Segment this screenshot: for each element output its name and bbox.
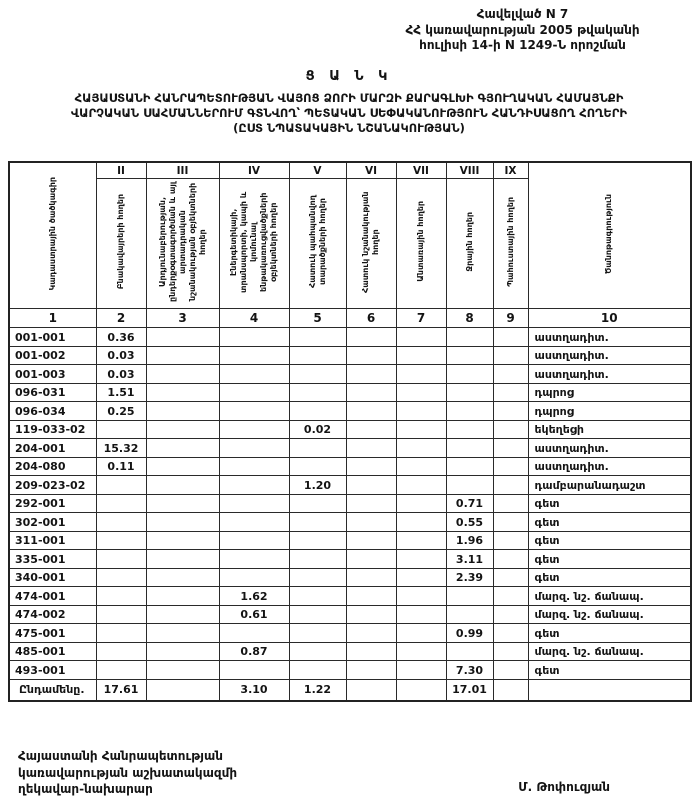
value-cell-col7 [396, 661, 446, 680]
footer [8, 748, 690, 798]
remark-cell: աստղադիտ. [528, 457, 691, 476]
remark-cell: աստղադիտ. [528, 328, 691, 347]
annex-line-2: ՀՀ կառավարության 2005 թվականի [405, 22, 640, 37]
table-row [9, 513, 691, 532]
value-cell-col8: 2.39 [446, 568, 493, 587]
value-cell-col9 [493, 550, 528, 569]
value-cell-col3 [146, 328, 219, 347]
value-cell-col8: 17.01 [446, 679, 493, 701]
value-cell-col4 [219, 550, 289, 569]
cadastral-code-cell: 204-080 [9, 457, 96, 476]
column-header-cadastral-code-label: Կադաստրային ծածկագիր [47, 177, 57, 291]
column-number-7: 7 [396, 309, 446, 328]
column-header-infrastructure-lands [219, 179, 289, 309]
value-cell-col8 [446, 383, 493, 402]
cadastral-code-cell: 335-001 [9, 550, 96, 569]
cadastral-code-cell: 209-023-02 [9, 476, 96, 495]
value-cell-col9 [493, 513, 528, 532]
remark-cell: մարզ. նշ. ճանապ. [528, 587, 691, 606]
value-cell-col9 [493, 661, 528, 680]
table-row [9, 494, 691, 513]
column-header-remarks [528, 162, 691, 309]
value-cell-col8: 3.11 [446, 550, 493, 569]
column-number-3: 3 [146, 309, 219, 328]
value-cell-col2 [96, 531, 146, 550]
value-cell-col3 [146, 531, 219, 550]
column-header-reserve-lands [493, 179, 528, 309]
remark-cell: գետ [528, 550, 691, 569]
value-cell-col5: 1.22 [289, 679, 346, 701]
cadastral-code-cell: 475-001 [9, 624, 96, 643]
value-cell-col4 [219, 346, 289, 365]
value-cell-col2: 17.61 [96, 679, 146, 701]
value-cell-col7 [396, 476, 446, 495]
value-cell-col6 [346, 402, 396, 421]
table-row [9, 624, 691, 643]
value-cell-col9 [493, 624, 528, 643]
signature-name: Մ. Թոփուզյան [518, 780, 610, 795]
value-cell-col7 [396, 328, 446, 347]
cadastral-code-cell: 493-001 [9, 661, 96, 680]
value-cell-col3 [146, 402, 219, 421]
column-numeral-3: III [146, 162, 219, 179]
value-cell-col3 [146, 365, 219, 384]
value-cell-col2 [96, 550, 146, 569]
value-cell-col4 [219, 365, 289, 384]
value-cell-col9 [493, 328, 528, 347]
value-cell-col7 [396, 402, 446, 421]
column-number-1: 1 [9, 309, 96, 328]
annex-block [355, 7, 690, 54]
value-cell-col3 [146, 605, 219, 624]
value-cell-col4: 0.61 [219, 605, 289, 624]
value-cell-col6 [346, 642, 396, 661]
remark-cell [528, 679, 691, 701]
value-cell-col9 [493, 587, 528, 606]
value-cell-col9 [493, 457, 528, 476]
value-cell-col3 [146, 642, 219, 661]
value-cell-col9 [493, 605, 528, 624]
column-header-forest-lands [396, 179, 446, 309]
value-cell-col8 [446, 587, 493, 606]
cadastral-code-cell: 096-031 [9, 383, 96, 402]
table-row [9, 402, 691, 421]
document-title [8, 91, 690, 137]
value-cell-col6 [346, 624, 396, 643]
value-cell-col7 [396, 679, 446, 701]
cadastral-code-cell: 119-033-02 [9, 420, 96, 439]
value-cell-col4 [219, 420, 289, 439]
value-cell-col8 [446, 605, 493, 624]
value-cell-col5 [289, 494, 346, 513]
value-cell-col7 [396, 494, 446, 513]
value-cell-col8: 0.71 [446, 494, 493, 513]
column-number-5: 5 [289, 309, 346, 328]
table-row [9, 365, 691, 384]
value-cell-col5 [289, 439, 346, 458]
value-cell-col4: 0.87 [219, 642, 289, 661]
annex-line-3: հուլիսի 14-ի N 1249-Ն որոշման [419, 38, 626, 53]
remark-cell: մարզ. նշ. ճանապ. [528, 642, 691, 661]
value-cell-col8 [446, 328, 493, 347]
value-cell-col3 [146, 624, 219, 643]
value-cell-col2: 0.36 [96, 328, 146, 347]
remark-cell: աստղադիտ. [528, 365, 691, 384]
value-cell-col6 [346, 679, 396, 701]
column-header-settlement-lands-label: Բնակավայրերի հողեր [116, 194, 125, 290]
value-cell-col9 [493, 679, 528, 701]
value-cell-col2 [96, 642, 146, 661]
remark-cell: գետ [528, 624, 691, 643]
value-cell-col9 [493, 365, 528, 384]
total-row [9, 679, 691, 701]
value-cell-col6 [346, 661, 396, 680]
value-cell-col4 [219, 402, 289, 421]
footer-line-2: կառավարության աշխատակազմի [18, 765, 238, 780]
value-cell-col2 [96, 624, 146, 643]
value-cell-col3 [146, 679, 219, 701]
cadastral-code-cell: 474-001 [9, 587, 96, 606]
header-number-row [9, 309, 691, 328]
value-cell-col6 [346, 531, 396, 550]
value-cell-col3 [146, 568, 219, 587]
value-cell-col4 [219, 531, 289, 550]
value-cell-col9 [493, 568, 528, 587]
value-cell-col4 [219, 476, 289, 495]
cadastral-code-cell: 340-001 [9, 568, 96, 587]
remark-cell: գետ [528, 494, 691, 513]
footer-line-3: ղեկավար-նախարար [18, 782, 153, 797]
footer-line-1: Հայաստանի Հանրապետության [18, 748, 223, 763]
table-row [9, 439, 691, 458]
column-number-4: 4 [219, 309, 289, 328]
value-cell-col6 [346, 476, 396, 495]
value-cell-col6 [346, 457, 396, 476]
column-header-water-lands [446, 179, 493, 309]
value-cell-col4: 1.62 [219, 587, 289, 606]
value-cell-col6 [346, 494, 396, 513]
value-cell-col4 [219, 383, 289, 402]
value-cell-col5 [289, 661, 346, 680]
value-cell-col7 [396, 420, 446, 439]
value-cell-col3 [146, 494, 219, 513]
column-number-10: 10 [528, 309, 691, 328]
value-cell-col8 [446, 365, 493, 384]
value-cell-col4 [219, 568, 289, 587]
column-header-water-lands-label: Ջրային հողեր [464, 212, 474, 272]
value-cell-col3 [146, 476, 219, 495]
value-cell-col2: 0.25 [96, 402, 146, 421]
value-cell-col7 [396, 605, 446, 624]
value-cell-col2 [96, 661, 146, 680]
title-line-1: ՀԱՅԱՍՏԱՆԻ ՀԱՆՐԱՊԵՏՈՒԹՅԱՆ ՎԱՅՈՑ ՁՈՐԻ ՄԱՐԶԻ ՔԱՐԱԳԼԽԻ ԳՅՈՒՂԱԿԱՆ ՀԱՄԱՅՆՔԻ [74, 90, 624, 105]
value-cell-col5: 0.02 [289, 420, 346, 439]
value-cell-col9 [493, 476, 528, 495]
remark-cell: եկեղեցի [528, 420, 691, 439]
remark-cell: աստղադիտ. [528, 439, 691, 458]
value-cell-col3 [146, 439, 219, 458]
value-cell-col5 [289, 328, 346, 347]
table-row [9, 383, 691, 402]
title-line-3: (ԸՍՏ ՆՊԱՏԱԿԱՅԻՆ ՆՇԱՆԱԿՈՒԹՅԱՆ) [233, 121, 465, 136]
column-header-special-purpose-lands [346, 179, 396, 309]
table-body [9, 328, 691, 701]
title-line-2: ՎԱՐՉԱԿԱՆ ՍԱՀՄԱՆՆԵՐՈՒՄ ԳՏՆՎՈՂ՝ ՊԵՏԱԿԱՆ ՍԵՓԱԿԱՆՈՒԹՅՈՒՆ ՀԱՆԴԻՍԱՑՈՂ ՀՈՂԵՐԻ [70, 105, 628, 120]
value-cell-col7 [396, 513, 446, 532]
value-cell-col3 [146, 383, 219, 402]
value-cell-col4 [219, 661, 289, 680]
value-cell-col6 [346, 605, 396, 624]
value-cell-col3 [146, 587, 219, 606]
document-caption: Ց Ա Ն Կ [305, 68, 393, 84]
column-numeral-8: VIII [446, 162, 493, 179]
value-cell-col5 [289, 513, 346, 532]
value-cell-col5 [289, 568, 346, 587]
cadastral-code-cell: 001-002 [9, 346, 96, 365]
value-cell-col6 [346, 550, 396, 569]
table-row [9, 420, 691, 439]
value-cell-col5 [289, 624, 346, 643]
value-cell-col7 [396, 624, 446, 643]
value-cell-col2 [96, 494, 146, 513]
value-cell-col7 [396, 346, 446, 365]
column-number-2: 2 [96, 309, 146, 328]
value-cell-col2 [96, 587, 146, 606]
value-cell-col4 [219, 494, 289, 513]
remark-cell: դպրոց [528, 402, 691, 421]
value-cell-col7 [396, 531, 446, 550]
value-cell-col8 [446, 439, 493, 458]
column-header-infrastructure-lands-label: Էներգետիկայի, տրանսպորտի, կապի և կոմունալ ենթակառուցվածքների օբյեկտների հողեր [229, 191, 278, 293]
cadastral-code-cell: 302-001 [9, 513, 96, 532]
value-cell-col6 [346, 513, 396, 532]
value-cell-col7 [396, 642, 446, 661]
value-cell-col8: 7.30 [446, 661, 493, 680]
remark-cell: գետ [528, 531, 691, 550]
cadastral-code-cell: 001-003 [9, 365, 96, 384]
table-row [9, 661, 691, 680]
value-cell-col5 [289, 605, 346, 624]
value-cell-col6 [346, 439, 396, 458]
value-cell-col6 [346, 346, 396, 365]
column-numeral-6: VI [346, 162, 396, 179]
value-cell-col7 [396, 365, 446, 384]
value-cell-col2 [96, 420, 146, 439]
remark-cell: գետ [528, 513, 691, 532]
value-cell-col8 [446, 457, 493, 476]
column-header-reserve-lands-label: Պահուստային հողեր [505, 196, 515, 287]
header-numeral-row [9, 162, 691, 179]
value-cell-col9 [493, 642, 528, 661]
column-header-industrial-lands [146, 179, 219, 309]
remark-cell: գետ [528, 568, 691, 587]
value-cell-col6 [346, 568, 396, 587]
value-cell-col2: 15.32 [96, 439, 146, 458]
value-cell-col8 [446, 420, 493, 439]
value-cell-col3 [146, 457, 219, 476]
table-row [9, 531, 691, 550]
table-row [9, 605, 691, 624]
value-cell-col7 [396, 383, 446, 402]
value-cell-col4 [219, 439, 289, 458]
remark-cell: գետ [528, 661, 691, 680]
column-numeral-5: V [289, 162, 346, 179]
column-header-cadastral-code [9, 162, 96, 309]
value-cell-col2 [96, 568, 146, 587]
column-header-remarks-label: Ծանոթագրություն [604, 193, 614, 274]
column-number-8: 8 [446, 309, 493, 328]
value-cell-col5 [289, 365, 346, 384]
value-cell-col5 [289, 531, 346, 550]
table-row [9, 587, 691, 606]
column-number-6: 6 [346, 309, 396, 328]
value-cell-col5 [289, 402, 346, 421]
table-row [9, 550, 691, 569]
column-header-protected-lands [289, 179, 346, 309]
value-cell-col7 [396, 439, 446, 458]
table-row [9, 328, 691, 347]
column-header-protected-lands-label: Հատուկ պահպանվող տարածքների հողեր [307, 195, 327, 289]
value-cell-col9 [493, 494, 528, 513]
value-cell-col8 [446, 402, 493, 421]
value-cell-col4 [219, 328, 289, 347]
value-cell-col5 [289, 587, 346, 606]
value-cell-col2: 0.03 [96, 365, 146, 384]
value-cell-col7 [396, 587, 446, 606]
remark-cell: աստղադիտ. [528, 346, 691, 365]
cadastral-code-cell: 292-001 [9, 494, 96, 513]
column-number-9: 9 [493, 309, 528, 328]
value-cell-col4 [219, 457, 289, 476]
remark-cell: դամբարանադաշտ [528, 476, 691, 495]
cadastral-code-cell: 474-002 [9, 605, 96, 624]
value-cell-col5 [289, 346, 346, 365]
cadastral-code-cell: 001-001 [9, 328, 96, 347]
value-cell-col5 [289, 383, 346, 402]
value-cell-col9 [493, 383, 528, 402]
remark-cell: դպրոց [528, 383, 691, 402]
value-cell-col2 [96, 476, 146, 495]
table-row [9, 476, 691, 495]
value-cell-col3 [146, 420, 219, 439]
column-header-settlement-lands [96, 179, 146, 309]
cadastral-code-cell: 485-001 [9, 642, 96, 661]
value-cell-col7 [396, 568, 446, 587]
value-cell-col6 [346, 420, 396, 439]
value-cell-col2 [96, 605, 146, 624]
value-cell-col7 [396, 457, 446, 476]
value-cell-col9 [493, 346, 528, 365]
column-header-industrial-lands-label: Արդյունաբերության, ընդերքօգտագործման և այլ արտադրական նշանակության օբյեկտների հողեր [157, 181, 207, 302]
table-row [9, 642, 691, 661]
value-cell-col3 [146, 661, 219, 680]
land-table [8, 161, 692, 702]
column-numeral-2: II [96, 162, 146, 179]
value-cell-col6 [346, 365, 396, 384]
value-cell-col9 [493, 439, 528, 458]
value-cell-col8 [446, 642, 493, 661]
column-header-forest-lands-label: Անտառային հողեր [416, 201, 425, 283]
value-cell-col5: 1.20 [289, 476, 346, 495]
value-cell-col6 [346, 587, 396, 606]
value-cell-col7 [396, 550, 446, 569]
value-cell-col9 [493, 402, 528, 421]
value-cell-col6 [346, 328, 396, 347]
column-numeral-4: IV [219, 162, 289, 179]
value-cell-col8 [446, 346, 493, 365]
value-cell-col3 [146, 513, 219, 532]
value-cell-col5 [289, 550, 346, 569]
value-cell-col4: 3.10 [219, 679, 289, 701]
annex-line-1: Հավելված N 7 [476, 7, 569, 21]
cadastral-code-cell: 311-001 [9, 531, 96, 550]
value-cell-col2: 0.11 [96, 457, 146, 476]
column-numeral-7: VII [396, 162, 446, 179]
value-cell-col2: 0.03 [96, 346, 146, 365]
value-cell-col8 [446, 476, 493, 495]
value-cell-col4 [219, 513, 289, 532]
value-cell-col4 [219, 624, 289, 643]
value-cell-col8: 0.99 [446, 624, 493, 643]
value-cell-col5 [289, 642, 346, 661]
total-label: Ընդամենը. [9, 679, 96, 701]
value-cell-col3 [146, 346, 219, 365]
value-cell-col5 [289, 457, 346, 476]
value-cell-col8: 1.96 [446, 531, 493, 550]
footer-official-title [18, 748, 237, 798]
value-cell-col6 [346, 383, 396, 402]
table-row [9, 346, 691, 365]
column-numeral-9: IX [493, 162, 528, 179]
value-cell-col9 [493, 531, 528, 550]
value-cell-col8: 0.55 [446, 513, 493, 532]
table-row [9, 457, 691, 476]
table-row [9, 568, 691, 587]
value-cell-col2: 1.51 [96, 383, 146, 402]
value-cell-col9 [493, 420, 528, 439]
remark-cell: մարզ. նշ. ճանապ. [528, 605, 691, 624]
cadastral-code-cell: 096-034 [9, 402, 96, 421]
cadastral-code-cell: 204-001 [9, 439, 96, 458]
value-cell-col3 [146, 550, 219, 569]
value-cell-col2 [96, 513, 146, 532]
column-header-special-purpose-lands-label: Հատուկ նշանակության հողեր [361, 191, 380, 293]
